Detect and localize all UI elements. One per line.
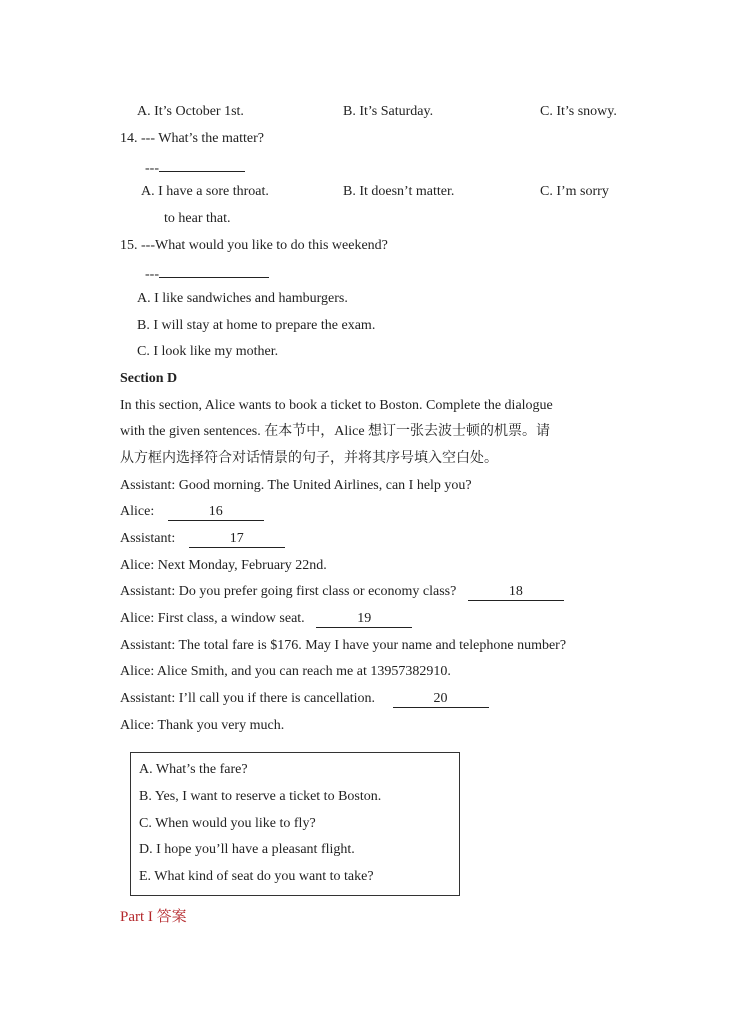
dialogue-line-1: Assistant: Good morning. The United Airlines, can I help you? bbox=[120, 478, 472, 493]
dialogue-line-10: Alice: Thank you very much. bbox=[120, 718, 285, 733]
q13-option-b: B. It’s Saturday. bbox=[343, 104, 434, 119]
dialogue-speaker: Alice: bbox=[120, 504, 155, 519]
q14-reply-dashes: --- bbox=[145, 161, 159, 176]
dialogue-line-5 bbox=[120, 583, 564, 601]
q14-answer-blank bbox=[159, 157, 245, 172]
blank-18: 18 bbox=[468, 584, 564, 601]
q14-prompt: 14. --- What’s the matter? bbox=[120, 131, 264, 146]
choice-c: C. When would you like to fly? bbox=[139, 816, 316, 831]
blank-19: 19 bbox=[316, 611, 412, 628]
dialogue-text: Assistant: I’ll call you if there is cancellation. bbox=[120, 691, 376, 706]
q15-reply bbox=[145, 263, 269, 284]
blank-17: 17 bbox=[189, 531, 285, 548]
q14-option-c-continued: to hear that. bbox=[164, 211, 231, 226]
blank-20: 20 bbox=[393, 691, 489, 708]
answer-heading: Part I 答案 bbox=[120, 909, 187, 925]
q15-reply-dashes: --- bbox=[145, 267, 159, 282]
choice-box bbox=[130, 752, 460, 896]
q15-option-a: A. I like sandwiches and hamburgers. bbox=[137, 291, 348, 306]
section-d-intro-line2: with the given sentences. 在本节中，Alice 想订一张去波士顿的机票。请 bbox=[120, 424, 551, 439]
dialogue-speaker: Assistant: bbox=[120, 531, 176, 546]
section-d-intro-line1: In this section, Alice wants to book a ticket to Boston. Complete the dialogue bbox=[120, 398, 553, 413]
q13-option-a: A. It’s October 1st. bbox=[137, 104, 244, 119]
dialogue-line-4: Alice: Next Monday, February 22nd. bbox=[120, 558, 327, 573]
blank-16: 16 bbox=[168, 504, 264, 521]
q15-option-b: B. I will stay at home to prepare the exam. bbox=[137, 318, 376, 333]
dialogue-line-2 bbox=[120, 503, 264, 521]
dialogue-line-3 bbox=[120, 530, 285, 548]
dialogue-text: Alice: First class, a window seat. bbox=[120, 611, 305, 626]
q13-option-c: C. It’s snowy. bbox=[540, 104, 617, 119]
q15-answer-blank bbox=[159, 263, 269, 278]
q14-reply bbox=[145, 157, 245, 178]
q14-option-a: A. I have a sore throat. bbox=[141, 184, 269, 199]
dialogue-line-9 bbox=[120, 690, 489, 708]
dialogue-line-8: Alice: Alice Smith, and you can reach me at 13957382910. bbox=[120, 664, 451, 679]
dialogue-text: Assistant: Do you prefer going first class or economy class? bbox=[120, 584, 457, 599]
q14-option-c: C. I’m sorry bbox=[540, 184, 609, 199]
q15-prompt: 15. ---What would you like to do this weekend? bbox=[120, 238, 388, 253]
choice-a: A. What’s the fare? bbox=[139, 762, 248, 777]
choice-e: E. What kind of seat do you want to take? bbox=[139, 869, 374, 884]
choice-d: D. I hope you’ll have a pleasant flight. bbox=[139, 842, 355, 857]
dialogue-line-7: Assistant: The total fare is $176. May I have your name and telephone number? bbox=[120, 638, 567, 653]
section-d-title: Section D bbox=[120, 371, 178, 386]
choice-b: B. Yes, I want to reserve a ticket to Boston. bbox=[139, 789, 382, 804]
q14-option-b: B. It doesn’t matter. bbox=[343, 184, 455, 199]
q15-option-c: C. I look like my mother. bbox=[137, 344, 279, 359]
section-d-intro-line3: 从方框内选择符合对话情景的句子，并将其序号填入空白处。 bbox=[120, 451, 498, 466]
dialogue-line-6 bbox=[120, 610, 412, 628]
